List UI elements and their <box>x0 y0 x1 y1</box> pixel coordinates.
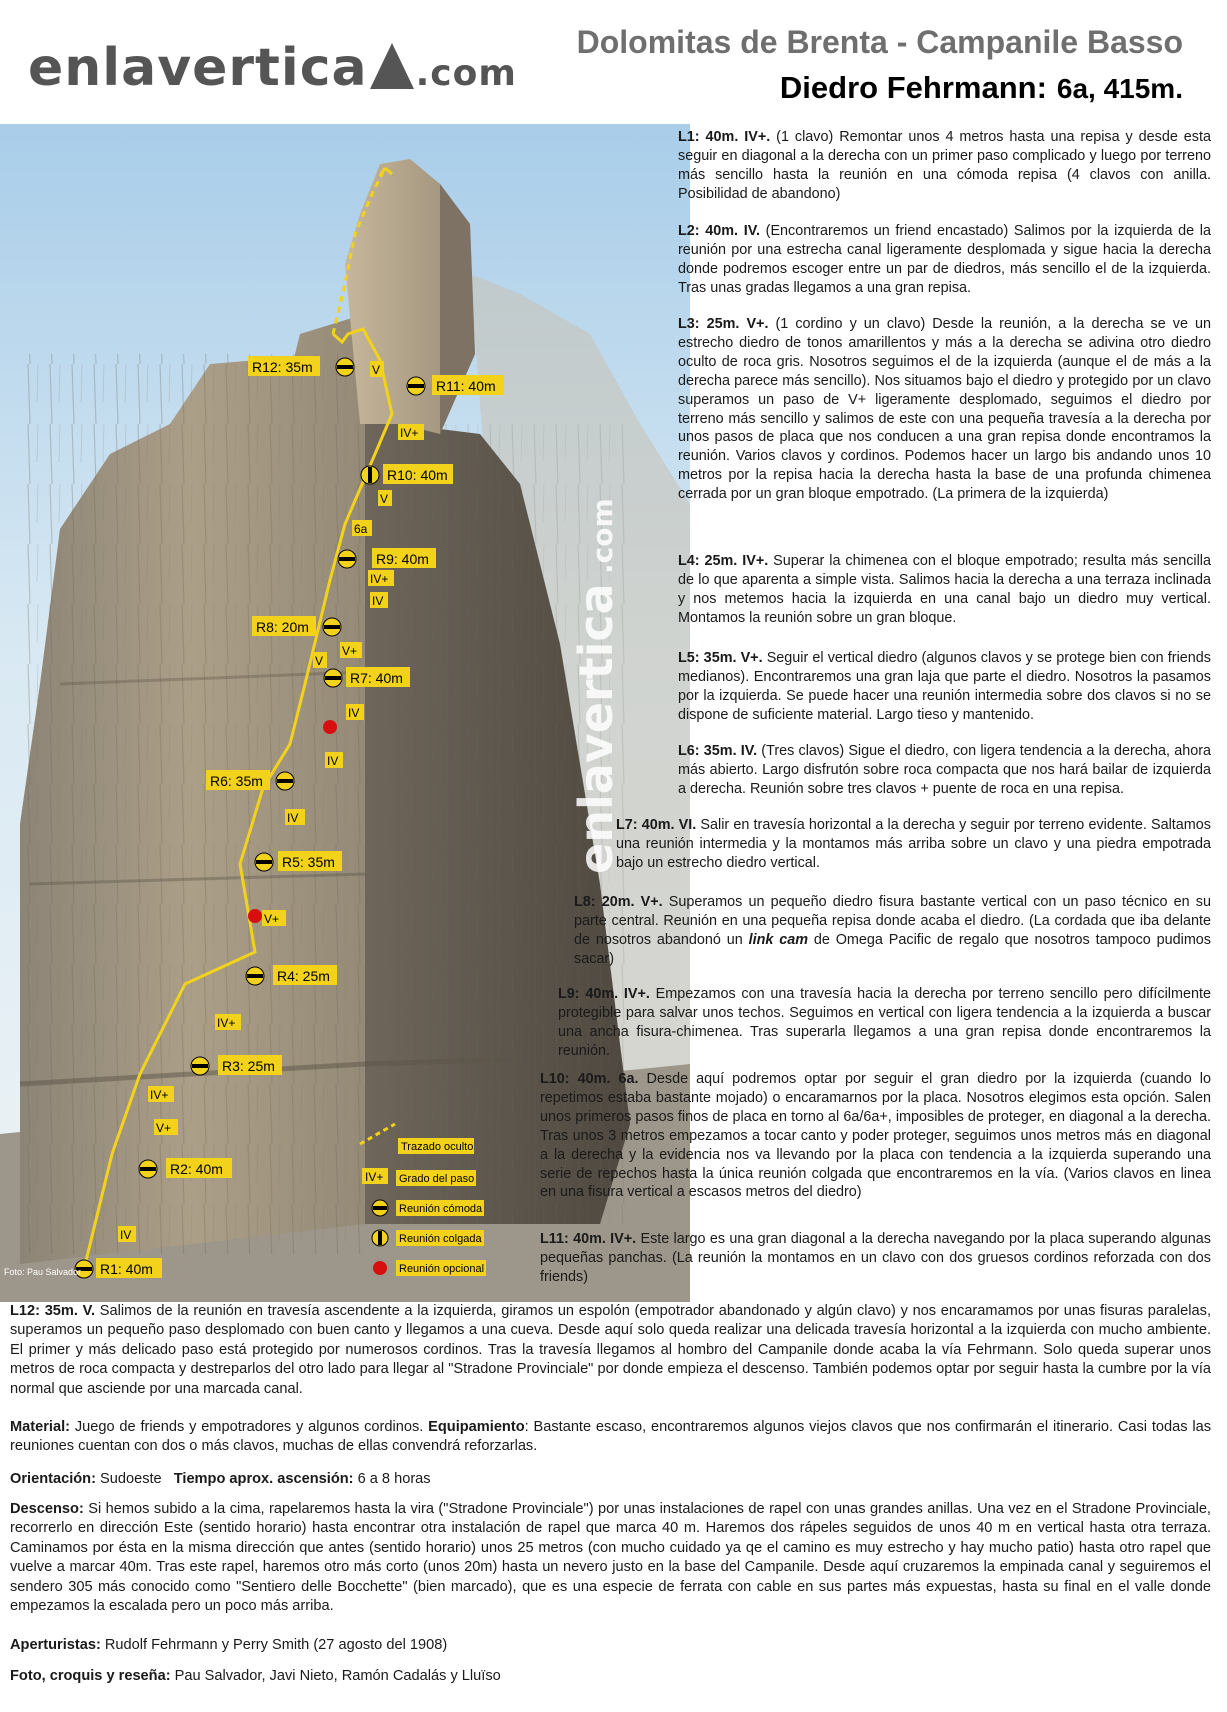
svg-text:IV: IV <box>120 1228 132 1242</box>
svg-text:enlavertica: enlavertica <box>569 583 623 874</box>
optional-belay-marker <box>248 909 262 923</box>
svg-text:R9: 40m: R9: 40m <box>376 551 429 567</box>
svg-text:V: V <box>372 363 381 377</box>
svg-text:IV: IV <box>348 706 360 720</box>
grade-tag <box>370 361 384 377</box>
grade-tag <box>215 1014 241 1030</box>
grade-tag <box>352 520 372 536</box>
belay-label: R1: 40m <box>100 1261 153 1277</box>
svg-text:V+: V+ <box>264 912 280 926</box>
descent-section: Descenso: Si hemos subido a la cima, rapelaremos hasta la vira ("Stradone Provinciale") por unas instalaciones de rapel con unas grandes anillas. Una vez en el Stradone Provinciale, recorrerlo en dirección Este (sentido horario) hasta encontrar otra instalación de rapel que marca 40 m. Haremos dos rápeles seguidos de unos 40 m en vertical hasta otra terraza. Caminamos por ésta en la misma dirección que antes (sentido horario) unos 25 metros (con mucho cuidado ya qe el camino es muy estrecho y hay mucho patio) hasta otro rapel que vuelve a marcar 40m. Tras este rapel, haremos otro más corto (unos 20m) hasta un nevero justo en la base del Campanile. Desde aquí cruzaremos la empinada canal y seguiremos el sendero 305 más conocido como "Sentiero delle Bocchette" (bien marcado), que es una especie de ferrata con cable en sus partes más expuestas, hasta su final en el valle donde empezamos la escalada pero un poco más arriba. <box>10 1501 1211 1615</box>
svg-text:R11: 40m: R11: 40m <box>436 378 496 394</box>
belay-r5 <box>255 851 342 871</box>
svg-text:IV+: IV+ <box>370 572 389 586</box>
pitch-l12: L12: 35m. V. Salimos de la reunión en travesía ascendente a la izquierda, giramos un espolón (empotrador abandonado y algún clavo) y nos encaramamos por unas fisuras paralelas, superamos un pequeño paso desplomado con buen canto y llegamos a una cueva. Desde aquí solo queda realizar una delicada travesía horizontal a la izquierda con mucho ambiente. El primer y más delicado paso está protegido por numerosos cordinos. Tras la travesía llegamos al hombro del Campanile donde acaba la vía Fehrmann. Solo queda superar unos metros de roca compacta y destreparlos del otro lado para llegar al "Stradone Provinciale" por donde empieza el descenso. También podemos optar por seguir hasta la cumbre por la vía normal que asciende por una marcada canal. <box>10 1303 1212 1397</box>
pitch-l11: L11: 40m. IV+. Este largo es una gran diagonal a la derecha navegando por la placa superando algunas pequeñas panchas. (La reunión la montamos en un clavo con dos gruesos cordinos reforzada con dos friends) <box>540 1231 1212 1285</box>
svg-text:IV+: IV+ <box>217 1016 236 1030</box>
svg-text:V+: V+ <box>156 1121 172 1135</box>
pitch-l9: L9: 40m. IV+. Empezamos con una travesía hacia la derecha por terreno sencillo pero difícilmente protegible para salvar unos techos. Seguimos en vertical con ligera tendencia a la izquierda a buscar una ancha fisura-chimenea. Tras superarla llegamos a una gran repisa donde encontraremos la reunión. <box>558 986 1211 1059</box>
grade-tag <box>370 592 388 608</box>
svg-text:R10: 40m: R10: 40m <box>387 467 448 483</box>
grade-tag <box>118 1226 136 1242</box>
svg-text:Trazado oculto: Trazado oculto <box>401 1141 474 1153</box>
svg-text:Reunión colgada: Reunión colgada <box>399 1233 482 1245</box>
route-grade: 6a, 415m. <box>1056 73 1183 104</box>
belay-r4 <box>246 965 337 985</box>
grade-tag <box>346 704 364 720</box>
grade-tag <box>148 1086 174 1102</box>
grade-tag <box>368 570 394 586</box>
material-section: Material: Juego de friends y empotradores y algunos cordinos. Equipamiento: Bastante escaso, encontraremos algunos viejos clavos que nos confirmarán el itinerario. Casi todas las reuniones cuentan con dos o más clavos, muchas de ellas convendrá reforzarlas. <box>10 1419 1212 1455</box>
svg-text:R4: 25m: R4: 25m <box>277 968 330 984</box>
svg-text:IV: IV <box>287 811 299 825</box>
svg-text:IV: IV <box>327 754 339 768</box>
logo-text: enlavertica <box>28 38 368 98</box>
logo-triangle-icon <box>370 43 414 89</box>
svg-text:R8: 20m: R8: 20m <box>256 619 309 635</box>
svg-text:V: V <box>380 492 389 506</box>
belay-r1 <box>75 1258 162 1278</box>
svg-text:6a: 6a <box>354 522 368 536</box>
pitch-l4: L4: 25m. IV+. Superar la chimenea con el bloque empotrado; resulta más sencilla de lo que aparenta a simple vista. Salimos hacia la derecha a una terraza inclinada y nos metemos hacia la izquierda en una canal bajo un diedro muy vertical. Montamos la reunión sobre un gran bloque. <box>678 553 1212 626</box>
grade-tag <box>262 910 286 926</box>
belay-r10 <box>361 464 453 484</box>
pitch-l10: L10: 40m. 6a. Desde aquí podremos optar por seguir el gran diedro por la izquierda (cuando lo repetimos estaba bastante mojado) o encaramarnos por la placa. Nosotros elegimos esta opción. Salen unos primeros pasos finos de placa en torno al 6a/6a+, imposibles de proteger, en diagonal a la derecha. Tras unos 3 metros empezamos a tocar canto y poder proteger, seguimos unos metros más en diagonal a la derecha y la evidencia nos va llevando por la placa con tendencia a la izquierda superando una serie de repechos hasta la única reunión colgada que encontraremos en la vía. (Varios clavos en linea en una fisura vertical a escasos metros del diedro) <box>540 1071 1211 1201</box>
logo <box>28 38 517 98</box>
openers-section: Aperturistas: Rudolf Fehrmann y Perry Smith (27 agosto del 1908) <box>10 1637 448 1653</box>
grade-tag <box>378 490 392 506</box>
svg-text:Reunión cómoda: Reunión cómoda <box>399 1203 483 1215</box>
pitch-l6: L6: 35m. IV. (Tres clavos) Sigue el diedro, con ligera tendencia a la derecha, ahora más abierto. Largo disfrutón sobre roca compacta que nos hará bailar de izquierda a derecha. Reunión sobre tres clavos + puente de roca en una repisa. <box>678 743 1211 797</box>
logo-domain: .com <box>415 53 517 94</box>
svg-text:R7: 40m: R7: 40m <box>350 670 403 686</box>
optional-belay-marker <box>323 720 337 734</box>
belay-r2 <box>139 1158 232 1178</box>
pitch-l7: L7: 40m. VI. Salir en travesía horizontal a la derecha y seguir por terreno evidente. Saltamos una reunión intermedia y la montamos más arriba sobre un clavo y una piedra empotrada bajo un estrecho diedro vertical. <box>616 817 1211 871</box>
svg-text:R5: 35m: R5: 35m <box>282 854 335 870</box>
orientation-section: Orientación: Sudoeste Tiempo aprox. ascensión: 6 a 8 horas <box>10 1471 431 1487</box>
belay-r8 <box>252 616 341 636</box>
svg-text:IV+: IV+ <box>365 1170 384 1184</box>
svg-text:IV: IV <box>372 594 384 608</box>
svg-text:Reunión opcional: Reunión opcional <box>399 1263 485 1275</box>
grade-tag <box>313 652 327 668</box>
credits-section: Foto, croquis y reseña: Pau Salvador, Javi Nieto, Ramón Cadalás y Lluïso <box>10 1668 501 1684</box>
grade-tag <box>398 424 424 440</box>
svg-text:R12: 35m: R12: 35m <box>252 359 313 375</box>
svg-text:IV+: IV+ <box>150 1088 169 1102</box>
pitch-l3: L3: 25m. V+. (1 cordino y un clavo) Desde la reunión, a la derecha se ve un estrecho diedro de tonos amarillentos y más a la derecha se adivina otro diedro oculto de roca gris. Nosotros seguimos el de la izquierda (aunque el de más a la derecha parece más sencillo). Nos situamos bajo el diedro y protegido por un clavo superamos un paso de V+ ligeramente desplomado, seguimos el diedro por terreno más sencillo y salimos de este con una pequeña travesía a la derecha por unos pasos de placa que nos conducen a una gran repisa donde encontramos la reunión. Varios clavos y cordinos. Podemos hacer un largo bis andando unos 10 metros por la repisa hacia la derecha hasta la base de una profunda chimenea cerrada por un gran bloque empotrado. (La primera de la izquierda) <box>678 316 1211 503</box>
photo-credit: Foto: Pau Salvador <box>4 1267 82 1277</box>
grade-tag <box>285 809 305 825</box>
svg-text:R6: 35m: R6: 35m <box>210 773 263 789</box>
belay-r3 <box>191 1055 282 1075</box>
svg-text:V+: V+ <box>342 644 358 658</box>
svg-text:R2: 40m: R2: 40m <box>170 1161 223 1177</box>
svg-text:Grado del paso: Grado del paso <box>399 1173 475 1185</box>
region-title: Dolomitas de Brenta - Campanile Basso <box>576 24 1183 60</box>
svg-text:V: V <box>315 654 324 668</box>
belay-r7 <box>324 667 410 687</box>
pitch-l1: L1: 40m. IV+. (1 clavo) Remontar unos 4 metros hasta una repisa y desde esta seguir en diagonal a la derecha con un primer paso complicado y luego por terreno más sencillo hasta la reunión en una cómoda repisa (4 clavos con anilla. Posibilidad de abandono) <box>678 129 1211 202</box>
pitch-l5: L5: 35m. V+. Seguir el vertical diedro (algunos clavos y se protege bien con friends medianos). Encontraremos una gran laja que parte el diedro. Nosotros la pasamos por la izquierda. Se puede hacer una reunión intermedia sobre dos clavos si no se dispone de suficiente material. Largo tieso y mantenido. <box>678 650 1211 723</box>
svg-text:IV+: IV+ <box>400 426 419 440</box>
pitch-l8: L8: 20m. V+. Superamos un pequeño diedro fisura bastante vertical con un paso técnico en su parte central. Reunión en una pequeña repisa donde acaba el diedro. (La cordada que iba delante de nosotros abandonó un link cam de Omega Pacific de regalo que nosotros tampoco pudimos sacar) <box>574 894 1212 967</box>
route-title <box>780 70 1183 106</box>
svg-text:R3: 25m: R3: 25m <box>222 1058 275 1074</box>
belay-r6 <box>206 770 294 790</box>
grade-tag <box>340 642 362 658</box>
grade-tag <box>325 752 343 768</box>
grade-tag <box>154 1119 178 1135</box>
route-name: Diedro Fehrmann: <box>779 70 1047 105</box>
pitch-l2: L2: 40m. IV. (Encontraremos un friend encastado) Salimos por la izquierda de la reunión por una estrecha canal ligeramente desplomada y sigue hacia la derecha donde podremos escoger entre un par de diedros, más sencillo el de la izquierda. Tras unas gradas llegamos a una gran repisa. <box>678 223 1212 296</box>
svg-text:.com: .com <box>586 498 619 574</box>
